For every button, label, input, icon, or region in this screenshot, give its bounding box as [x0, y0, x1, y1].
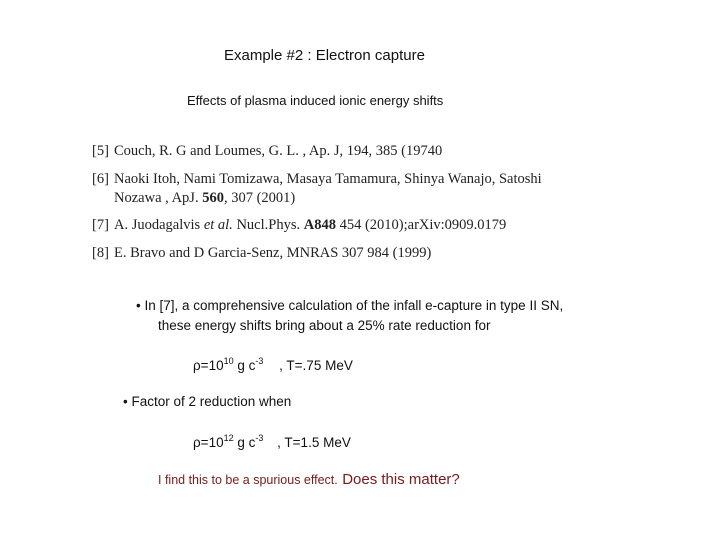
temperature-condition: , T=.75 MeV: [279, 358, 353, 373]
reference-6: [92, 171, 542, 188]
rho-exponent: 12: [223, 433, 234, 443]
reference-5: [92, 143, 442, 160]
reference-text: A. Juodagalvis: [114, 217, 204, 233]
closing-statement: I find this to be a spurious effect.: [158, 473, 338, 487]
slide-title: Example #2 : Electron capture: [224, 47, 425, 64]
reference-number: [7]: [92, 217, 109, 233]
reference-text: E. Bravo and D Garcia-Senz, MNRAS 307 984 (1999): [114, 245, 432, 261]
temperature-condition: , T=1.5 MeV: [277, 435, 351, 450]
density-condition-1: [193, 356, 353, 373]
reference-7: [92, 217, 506, 234]
rho-base: ρ=10: [193, 435, 224, 450]
reference-etal: et al.: [203, 217, 233, 233]
reference-number: [6]: [92, 171, 109, 187]
reference-text: Nucl.Phys.: [232, 217, 304, 233]
reference-volume: 560: [202, 190, 224, 206]
reference-6-continuation: [114, 190, 295, 207]
rho-unit: g c: [237, 435, 256, 450]
reference-text: 454 (2010);arXiv:0909.0179: [335, 217, 507, 233]
closing-question: Does this matter?: [342, 471, 460, 488]
reference-volume: A848: [303, 217, 336, 233]
closing-remark: [158, 471, 460, 489]
rho-unit-exponent: -3: [255, 356, 264, 366]
bullet-2-line-1: • Factor of 2 reduction when: [123, 394, 292, 409]
reference-text: Couch, R. G and Loumes, G. L. , Ap. J, 194, 385 (19740: [114, 143, 443, 159]
reference-text: Nozawa , ApJ.: [114, 190, 203, 206]
reference-number: [8]: [92, 245, 109, 261]
reference-8: [92, 245, 431, 262]
reference-number: [5]: [92, 143, 109, 159]
reference-text: , 307 (2001): [223, 190, 296, 206]
rho-unit: g c: [237, 358, 256, 373]
rho-unit-exponent: -3: [255, 433, 264, 443]
reference-text: Naoki Itoh, Nami Tomizawa, Masaya Tamamura, Shinya Wanajo, Satoshi: [114, 171, 542, 187]
slide-subtitle: Effects of plasma induced ionic energy shifts: [187, 93, 444, 108]
rho-base: ρ=10: [193, 358, 224, 373]
bullet-1-line-2: these energy shifts bring about a 25% rate reduction for: [158, 318, 491, 333]
bullet-1-line-1: • In [7], a comprehensive calculation of the infall e-capture in type II SN,: [136, 298, 564, 313]
rho-exponent: 10: [223, 356, 234, 366]
density-condition-2: [193, 433, 351, 450]
